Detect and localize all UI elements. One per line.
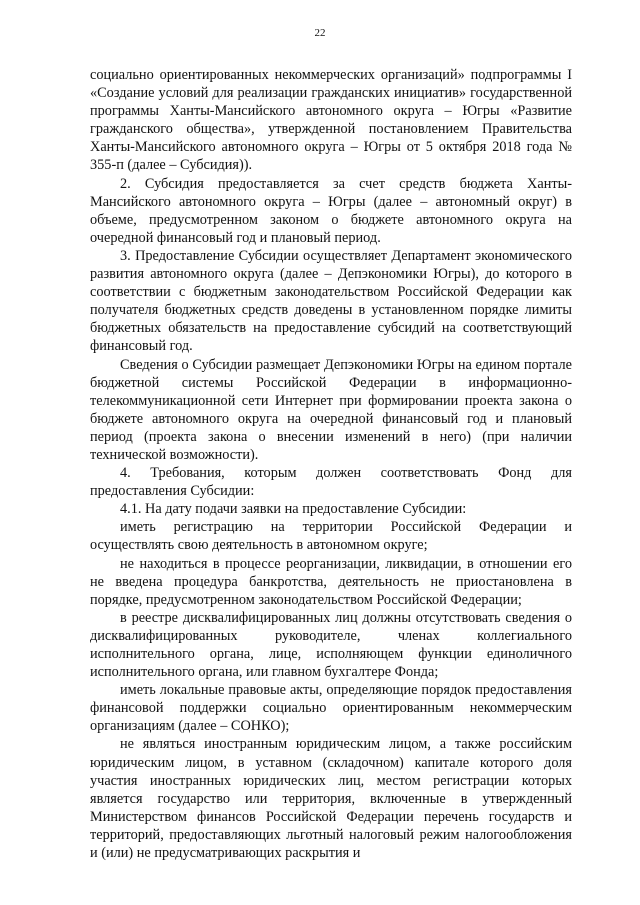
paragraph-4: Сведения о Субсидии размещает Депэкономики Югры на едином портале бюджетной системы Российской Федерации в информационно-телекоммуникационной сети Интернет при формировании проекта закона о бюджете автономного округа на очередной финансовый год и плановый период (проекта закона о внесении изменений в него) (при наличии технической возможности). <box>90 356 572 463</box>
paragraph-8: не находиться в процессе реорганизации, ликвидации, в отношении его не введена процедура банкротства, деятельность не приостановлена в порядке, предусмотренном законодательством Российской Федерации; <box>90 555 572 608</box>
paragraph-3: 3. Предоставление Субсидии осуществляет Департамент экономического развития автономного округа (далее – Депэкономики Югры), до которого в соответствии с бюджетным законодательством Российской Федерации как получателя бюджетных средств доведены в установленном порядке лимиты бюджетных обязательств на предоставление субсидий на соответствующий финансовый год. <box>90 247 572 355</box>
paragraph-2: 2. Субсидия предоставляется за счет средств бюджета Ханты-Мансийского автономного округа – Югры (далее – автономный округ) в объеме, предусмотренном законом о бюджете автономного округа на очередной финансовый год и плановый период. <box>90 175 572 246</box>
page-number: 22 <box>314 27 326 39</box>
paragraph-7: иметь регистрацию на территории Российской Федерации и осуществлять свою деятельность в автономном округе; <box>90 519 572 554</box>
paragraph-11: не являться иностранным юридическим лицом, а также российским юридическим лицом, в уставном (складочном) капитале которого доля участия иностранных юридических лиц, местом регистрации которых является государство или территория, включенные в утвержденный Министерством финансов Российской Федерации перечень государств и территорий, предоставляющих льготный налоговый режим налогообложения и (или) не предусматривающих раскрытия и <box>90 736 572 862</box>
paragraph-5: 4. Требования, которым должен соответствовать Фонд для предоставления Субсидии: <box>90 465 572 500</box>
document-body <box>90 66 572 862</box>
paragraph-10: иметь локальные правовые акты, определяющие порядок предоставления финансовой поддержки социально ориентированным некоммерческим организациям (далее – СОНКО); <box>90 682 572 735</box>
paragraph-9: в реестре дисквалифицированных лиц должны отсутствовать сведения о дисквалифицированных руководителе, членах коллегиального исполнительного органа, лице, исполняющем функции единоличного исполнительного органа, или главном бухгалтере Фонда; <box>90 609 572 681</box>
paragraph-6: 4.1. На дату подачи заявки на предоставление Субсидии: <box>120 501 467 518</box>
paragraph-1: социально ориентированных некоммерческих организаций» подпрограммы I «Создание условий для реализации гражданских инициатив» государственной программы Ханты-Мансийского автономного округа – Югры «Развитие гражданского общества», утвержденной постановлением Правительства Ханты-Мансийского автономного округа – Югры от 5 октября 2018 года № 355-п (далее – Субсидия)). <box>90 67 572 174</box>
